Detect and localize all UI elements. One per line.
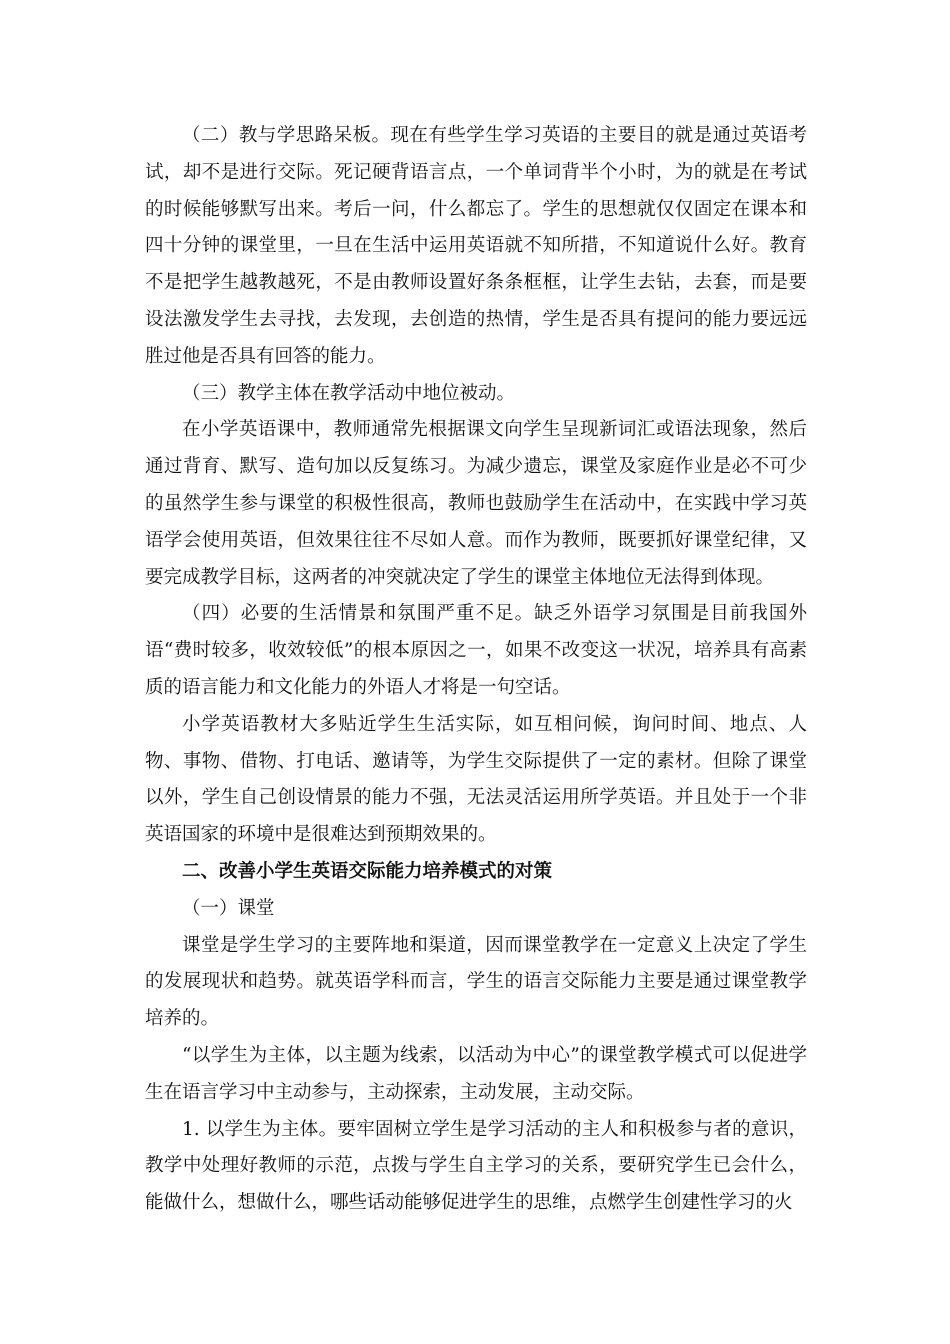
paragraph-classroom-practice: 在小学英语课中，教师通常先根据课文向学生呈现新词汇或语法现象，然后通过背育、默写、造句加以反复练习。为减少遗忘，课堂及家庭作业是必不可少的虽然学生参与课堂的积极性很高，教师也鼓励学生在活动中，在实践中学习英语学会使用英语，但效果往往不尽如人意。而作为教师，既要抓好课堂纪律，又要完成教学目标，这两者的冲突就决定了学生的课堂主体地位无法得到体现。 — [145, 419, 807, 588]
paragraph-passive-subject-title: （三）教学主体在教学活动中地位被动。 — [182, 382, 516, 404]
paragraph-textbook-content: 小学英语教材大多贴近学生生活实际，如互相问候，询问时间、地点、人物、事物、借物、打电话、邀请等，为学生交际提供了一定的素材。但除了课堂以外，学生自己创设情景的能力不强，无法灵活运用所学英语。并且处于一个非英语国家的环境中是很难达到预期效果的。 — [145, 713, 807, 846]
paragraph-lack-of-environment: （四）必要的生活情景和氛围严重不足。缺乏外语学习氛围是目前我国外语“费时较多，收效较低”的根本原因之一，如果不改变这一状况，培养具有高素质的语言能力和文化能力的外语人才将是一句空话。 — [145, 603, 807, 698]
paragraph-teaching-model: “以学生为主体，以主题为线索，以活动为中心”的课堂教学模式可以促进学生在语言学习中主动参与，主动探索，主动发展，主动交际。 — [145, 1044, 807, 1103]
paragraph-student-centered: 1. 以学生为主体。要牢固树立学生是学习活动的主人和积极参与者的意识，教学中处理好教师的示范，点拨与学生自主学习的关系，要研究学生已会什么，能做什么，想做什么，哪些话动能够促进学生的思维，点燃学生创建性学习的火 — [145, 1118, 807, 1214]
paragraph-classroom-subtitle: （一）课堂 — [182, 897, 275, 919]
paragraph-teaching-rigid: （二）教与学思路呆板。现在有些学生学习英语的主要目的就是通过英语考试，却不是进行交际。死记硬背语言点，一个单词背半个小时，为的就是在考试的时候能够默写出来。考后一问，什么都忘了。学生的思想就仅仅固定在课本和四十分钟的课堂里，一旦在生活中运用英语就不知所措，不知道说什么好。教育不是把学生越教越死，不是由教师设置好条条框框，让学生去钻，去套，而是要设法激发学生去寻找，去发现，去创造的热情，学生是否具有提问的能力要远远胜过他是否具有回答的能力。 — [145, 125, 807, 367]
paragraph-classroom-importance: 课堂是学生学习的主要阵地和渠道，因而课堂教学在一定意义上决定了学生的发展现状和趋势。就英语学科而言，学生的语言交际能力主要是通过课堂教学培养的。 — [145, 934, 807, 1030]
document-page — [145, 118, 807, 1222]
section-heading-countermeasures: 二、改善小学生英语交际能力培养模式的对策 — [182, 860, 553, 882]
